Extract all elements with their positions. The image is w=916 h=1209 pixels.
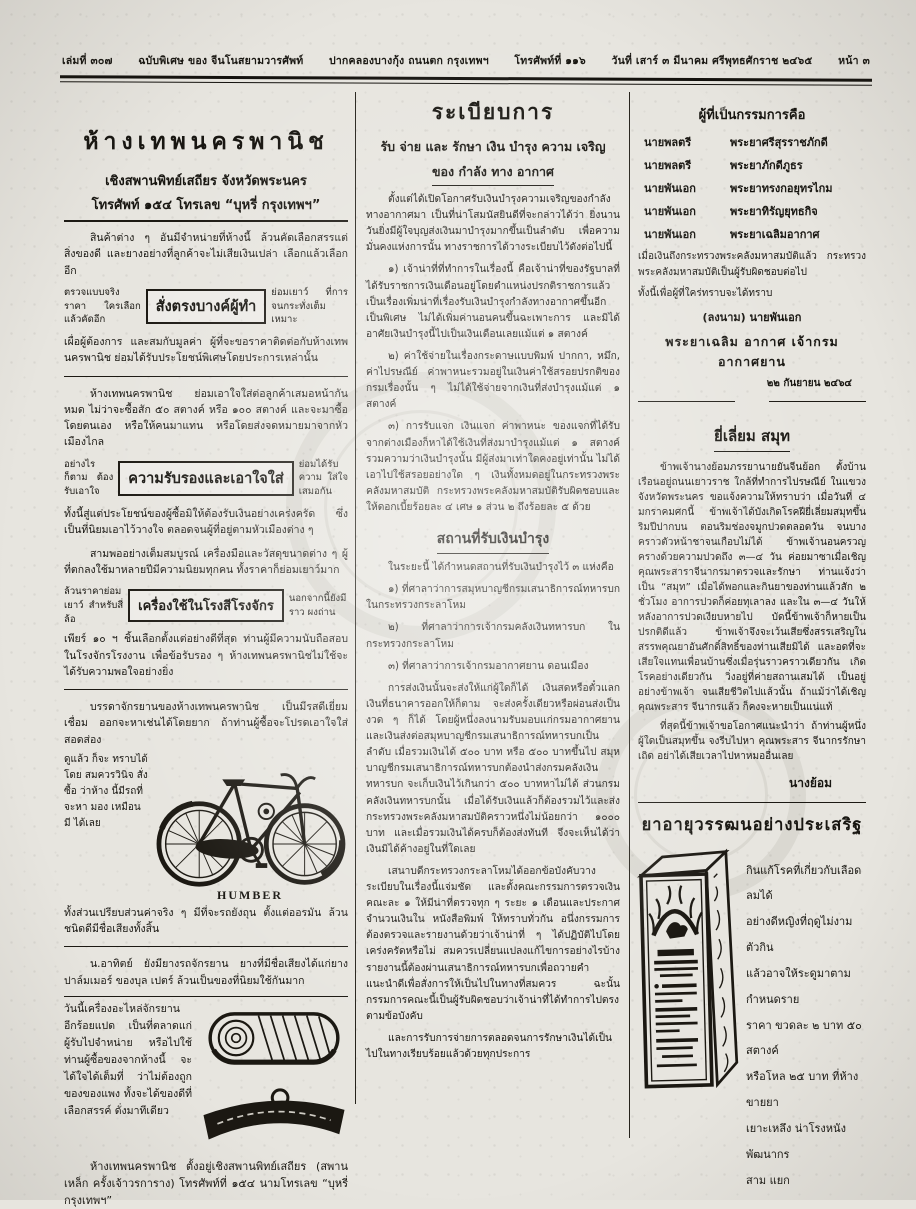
tire-roll-illustration xyxy=(205,1005,343,1075)
signature-name: พระยาเฉลิม อากาศ เจ้ากรม อากาศยาน xyxy=(665,333,839,369)
box-side-text: ตรวจแบบจริงราคา ใครเลือกแล้วคัดอีก xyxy=(64,286,141,326)
box-side-text: ล้วนราคาย่อมเยาว์ สำหรับสี่ล้อ xyxy=(64,586,124,625)
testimonial-body: ที่สุดนี้ข้าพเจ้าขอโอกาศแนะนำว่า ถ้าท่านผู้หนึ่งผู้ใดเป็นสมุทขึ้น จงรีบไปหา คุณพระสาร จีนากรรักษาเถิด อย่าได้เสียเวลาไปหาหมออื่นเลย xyxy=(638,720,866,762)
bicycle-side-text: ดูแล้ว ก็จะ ทราบได้โดย สมควรวินิจ สั่งซื้อ ว่าห้าง นี้มีรถที่จะหา มอง เหมือน มี ได้เลย xyxy=(64,753,148,829)
medicine-ad-line: ราคา ขวดละ ๒ บาท ๕๐ สตางค์ xyxy=(746,1018,862,1058)
committee-row xyxy=(638,202,866,220)
section-divider xyxy=(64,689,348,690)
committee-name: พระยาทรงกอยุทรไกม xyxy=(730,182,833,195)
shop-ad-address: เชิงสพานพิทย์เสถียร จังหวัดพระนคร xyxy=(105,174,307,189)
committee-rank: นายพันเอก xyxy=(644,182,696,195)
medicine-ad-line: สาม แยก xyxy=(746,1173,790,1187)
committee-rank: นายพันเอก xyxy=(644,228,696,241)
middle-column xyxy=(366,96,620,1144)
bicycle-brand-caption: HUMBER xyxy=(217,887,283,902)
regulations-subtitle2: ของ กำลัง ทาง อากาศ xyxy=(432,162,554,186)
tire-side-text: วันนี้เครื่องอะไหล่จักรยานอีกร้อยแปด เป็นที่ตลาดแก่ผู้รับไปจำหน่าย หรือไปใช้ ท่านผู้ซื้อของจากห้างนี้ จะได้ใจได้เต็มที่ ว่าไม่ต้องถูกของของแพง ทั้งจะได้ของดีที่เลือกสรรค์ ดั่งมาทีเดียว xyxy=(64,1003,192,1117)
masthead-address: ปากคลองบางกุ้ง ถนนตก กรุงเทพฯ xyxy=(328,55,489,67)
committee-row xyxy=(638,179,866,197)
shop-ad-footer: ห้างเทพนครพานิช ตั้งอยู่เชิงสพานพิทย์เสถียร (สพานเหล็ก ครั้งเจ้าวรการาง) โทรศัพท์ที่ ๑๕๔ นามโทรเลข “บุหรี่ กรุงเทพฯ” xyxy=(64,1160,348,1208)
medicine-ad-line: แล้วอาจให้ระดูมาตามกำหนดราย xyxy=(746,966,851,1006)
medicine-ad-title: ยาอายุวรรฒนอย่างประเสริฐ xyxy=(641,814,863,834)
committee-name: พระยาเฉลิมอากาศ xyxy=(730,228,820,241)
section-divider xyxy=(638,401,866,402)
box-side-text: ย่อมได้รับความ ใส่ใจเสมอกัน xyxy=(298,458,349,498)
bicycle-paragraph: บรรดาจักรยานของห้างเทพนครพานิช เป็นมีรสดีเยี่ยมเชื่อม ออกจะหาเช่นได้โดยยาก ถ้าท่านผู้ซื้อจะโปรดเอาใจใส่สอดส่อง xyxy=(64,701,348,746)
medicine-box-illustration xyxy=(638,844,738,1194)
masthead-telephone: โทรศัพท์ที่ ๑๑๖ xyxy=(514,55,586,67)
regulations-subtitle: รับ จ่าย และ รักษา เงิน บำรุง ความ เจริญ xyxy=(380,139,606,154)
medicine-ad-line: อย่างดีหญิงที่ฤดูไม่งาม ตัวกิน xyxy=(746,915,853,955)
shop-ad-telephone: โทรศัพท์ ๑๕๔ โทรเลข “บุหรี่ กรุงเทพฯ” xyxy=(64,194,348,222)
shop-ad-paragraph: เพียร์ ๑๐ ฯ ชิ้นเลือกตั้งแต่อย่างดีที่สุด ท่านผู้มีความนับถือสอบในโรงจักรโรงงาน เพื่อข้อรับรอง ๆ ห้างเทพนครพานิชไม่ใช้จะได้รับความพอใจอย่างยิ่ง xyxy=(64,633,348,678)
regulations-paragraph: เสนาบดีกระทรวงกระลาโหมได้ออกข้อบังคับวางระเบียบในเรื่องนี้แจ่มชัด และตั้งคณะกรรมการตรวจเงินคณะละ ๑ ให้มีน่าที่ตรวจทุก ๆ ระยะ ๑ เดือนและประกาศจำนวนเงินใน หนังสือพิมพ์ ให้ทราบทั่วกัน อนึ่งกรรมการต้องตรวจและรายงานด้วยว่าเจ้าน่าที่ ๆ ได้ปฏิบัติไปโดยเคร่งครัดหรือไม่ สมควรเปลี่ยนแปลงแก้ไขการอย่างไรบ้าง รายงานนี้ต้องผ่านเสนาธิการณ์ทหารบกเพื่อถวายคำแนะนำดีเพื่อสั่งการให้เป็นไปในทางที่สมควร ฉะนั้นกรรมการคณะนี้เป็นผู้รับผิดชอบว่าเจ้าน่าที่ได้ทำการไปตรงตามข้อบังคับ xyxy=(366,865,620,1022)
section-divider xyxy=(64,946,348,947)
medicine-ad-line: เยาะเหลึง น่าโรงหนังพัฒนากร xyxy=(746,1121,846,1161)
committee-rank: นายพลตรี xyxy=(644,136,692,149)
section-divider xyxy=(64,996,348,997)
committee-row xyxy=(638,156,866,174)
column-divider-right xyxy=(629,92,630,1138)
regulations-headline: ระเบียบการ xyxy=(431,100,555,124)
donation-places-intro: ในระยะนี้ ได้กำหนดสถานที่รับเงินบำรุงไว้ ๓ แห่งคือ xyxy=(388,562,614,574)
regulations-item-2: ๒) ค่าใช้จ่ายในเรื่องกระดาษแบบพิมพ์ ปากกา, หมึก, ค่าไปรษณีย์ ค่าพาหนะรวมอยู่ในเงินค่าใช้สรอยปรกติของกรมเรื่องนั้น ๆ ไม่ได้ใช้จ่ายจากเงินที่ส่งบำรุงแม้แต่ ๑ สตางค์ xyxy=(366,350,620,411)
masthead-date: วันที่ เสาร์ ๓ มีนาคม ศรีพุทธศักราช ๒๔๖๕ xyxy=(611,55,813,67)
box-side-text: นอกจากนี้ยังมี ราว ผงถ่าน xyxy=(288,592,347,618)
machinery-box: เครื่องใช้ในโรงสีโรงจักร xyxy=(128,589,284,622)
regulations-item-3: ๓) การรับแจก เงินแจก ค่าพาหนะ ของแจกที่ได้รับจากต่างเมืองก็หาได้ใช้เงินที่ส่งมาบำรุงแม้แต่ ๑ สตางค์ รวมความว่าเงินบำรุงนั้น มีผู้ส่งมาเท่าใดคงอยู่เท่านั้น ไม่ได้เอาไปใช้สรอยอย่างใด ๆ เงินทั้งหมดอยู่ในกระทรวงพระคลังมหาสมบัติ กระทรวงพระคลังมหาสมบัติรับผิดชอบและให้ดอกเบี้ยร้อยละ ๔ เศษ ๑ ส่วน ๒ ถึงร้อยละ ๕ ด้วย xyxy=(366,421,620,513)
signature-date: ๒๒ กันยายน ๒๔๖๔ xyxy=(766,377,852,389)
section-divider xyxy=(64,376,348,377)
medicine-ad-text xyxy=(746,844,866,1194)
regulations-intro: ตั้งแต่ได้เปิดโอกาศรับเงินบำรุงความเจริญของกำลังทางอากาศมา เป็นที่น่าโสมนัสยินดีที่จะกล่าวได้ว่า ยิ่งนานวันยิ่งมีผู้ใจบุญส่งเงินมาบำรุงมากขึ้นเป็นลำดับ เพื่อความมั่นคงแห่งการนั้น ทางราชการได้วางระเบียบไว้ดังต่อไปนี้ xyxy=(366,194,620,254)
shop-ad-box-row xyxy=(64,585,348,626)
masthead-page-number: หน้า ๓ xyxy=(838,55,870,67)
medicine-ad-line: กินแก้โรคที่เกี่ยวกับเลือดลมได้ xyxy=(746,863,862,903)
shop-ad-box-row xyxy=(64,458,348,499)
guarantee-box: ความรับรองและเอาใจใส่ xyxy=(118,461,293,496)
tire-figure-row xyxy=(64,1001,348,1151)
left-column xyxy=(64,118,349,1208)
shop-ad-box-row xyxy=(64,286,348,327)
column-divider-left xyxy=(355,92,356,1104)
shop-ad-paragraph: ทั้งนี้สู่แต่ประโยชน์ของผู้ซื้อมิให้ต้องรับเงินอย่างเคร่งครัด ซึ่งเป็นที่นิยมเอาไว้วางใจ ตลอดจนผู้ที่อยู่ตามหัวเมืองต่าง ๆ xyxy=(64,507,348,537)
box-side-text: ย่อมเยาว์ ที่การ จนกระทั่งเต็มเหมาะ xyxy=(271,286,349,326)
donation-place-1: ๑) ที่ศาลาว่าการสมุหบาญชีกรมเสนาธิการณ์ทหารบก ในกระทรวงกระลาโหม xyxy=(366,584,620,612)
shop-ad-paragraph: สามพออย่างเต็มสมบูรณ์ เครื่องมือและวัสดุขนาดต่าง ๆ ผู้ที่ตกลงใช้มาหลายปีมีความนิยมทุกคน ทั้งราคาก็ย่อมเยาว์มาก xyxy=(64,547,348,576)
right-column xyxy=(638,104,866,1187)
donation-places-heading: สถานที่รับเงินบำรุง xyxy=(437,528,549,554)
committee-row xyxy=(638,225,866,243)
committee-row xyxy=(638,133,866,151)
testimonial-signature: นางย้อม xyxy=(789,775,832,790)
bicycle-illustration xyxy=(152,752,348,903)
signature-line: (ลงนาม) นายพันเอก xyxy=(702,310,802,324)
order-direct-box: สั่งตรงบางค์ผู้ทำ xyxy=(146,289,267,324)
regulations-paragraph: การส่งเงินนั้นจะส่งให้แก่ผู้ใดก็ได้ เงินสดหรือตั๋วแลกเงินที่ธนาคารออกให้ก็ตาม จะส่งครั้งเดียวหรือผ่อนส่งเป็นงวด ๆ ก็ได้ โดยผู้หนึ่งลงนามรับมอบแก่กรมอากาศยาน และเงินส่งต่อสมุหบาญชีกรมเสนาธิการณ์ทหารบกเป็นลำดับ เมื่อรวมเงินได้ ๕๐๐ บาท หรือ ๕๐๐ บาทขึ้นไป สมุหบาญชีกรมเสนาธิการณ์ทหารบกต้องนำส่งกรมคลังเงินทหารบก จะเก็บเงินไว้เกินกว่า ๕๐๐ บาทหาไม่ได้ ส่วนกรมคลังเงินทหารบกนั้น เมื่อได้รับเงินแล้วก็ต้องรวมไว้และส่งกระทรวงพระคลังมหาสมบัติคราวหนึ่งไม่น้อยกว่า ๑๐๐๐ บาท และเมื่อรวมเงินได้ครบก็ต้องส่งทันที จึงจะเห็นได้ว่าเงินมิได้ค้างอยู่ในที่ใดเลย xyxy=(366,682,620,855)
masthead-edition: ฉบับพิเศษ ของ จีนโนสยามวารศัพท์ xyxy=(138,55,304,67)
tire-section-illustration xyxy=(200,1085,348,1151)
committee-name: พระยาภักดีภูธร xyxy=(730,159,803,172)
committee-rank: นายพันเอก xyxy=(644,205,696,218)
shop-ad-paragraph: เผื่อผู้ต้องการ และสมกับมูลค่า ผู้ที่จะขอราคาติดต่อกับห้างเทพนครพานิช ย่อมได้รับประโยชน์พิเศษโดยประการเหล่านั้น xyxy=(64,336,348,365)
testimonial-body: ข้าพเจ้านางย้อมภรรยานายยันจีนย้อก ตั้งบ้านเรือนอยู่ถนนเยาวราช ใกล้ที่ทำการไปรษณีย์ ในแขวงจังหวัดพระนคร ขอแจ้งความให้ทราบว่า เมื่อวันที่ ๔ มกราคมศกนี้ ข้าพเจ้าได้บังเกิดโรคฝียี่เลี่ยมสมุทขึ้นริมปีปากบน ตอนริมช่องจมูกปวดตลอดวัน จนบางคราวตัวหน้าชาจนเกือบไม่ได้ ข้าพเจ้านอนครวญครางด้วยความปวดถึง ๓—๔ วัน ค่อยมาซาเมื่อเชิญคุณพระสาราจีนากรมาตรวจและรักษา ท่านแจ้งว่าเป็น “สมุท” เมื่อได้พอกและกินยาของท่านแล้วสัก ๒ ชั่วโมง อาการปวดก็ค่อยทุเลาลง และใน ๓—๔ วันให้หลังอาการปวดเงียบหายไป บัดนี้ข้าพเจ้าก็หายเป็นปรกติดีแล้ว ข้าพเจ้าจึงจะเว้นเสียซึ่งสรรเสริญในสรรพคุณยาอันศักดิ์สิทธิ์ของท่านเสียมิได้ และอดที่จะเสียใจแทนเพื่อนบ้านซึ่งเมื่อรุ่นราวคราวเดียวกัน เกิดโรคอย่างเดียวกัน วิ่งอยู่ที่ค่ายสถานเสมได้ เป็นอยู่อย่างข้าพเจ้า จนเสียชีวิตไปแล้วนั้น ถ้าแม้ว่าได้เชิญคุณพระสาร จีนากรแล้ว ก็คงจะหายเป็นแน่แท้ xyxy=(638,461,866,713)
bicycle-figure-row xyxy=(64,752,348,903)
medicine-ad xyxy=(638,844,866,1194)
donation-place-2: ๒) ที่ศาลาว่าการเจ้ากรมคลังเงินทหารบก ในกระทรวงกระลาโหม xyxy=(366,622,620,650)
section-divider xyxy=(638,802,866,803)
masthead-issue: เล่มที่ ๓๐๗ xyxy=(62,55,113,67)
shop-ad-paragraph: สินค้าต่าง ๆ อันมีจำหน่ายที่ห้างนี้ ล้วนคัดเลือกสรรแต่สิ่งของดี และยางอย่างที่ลูกค้าจะไม่เสียเงินเปล่า เลือกแล้วเลือกอีก xyxy=(64,232,348,277)
shop-ad-title: ห้างเทพนครพานิช xyxy=(83,129,329,155)
medicine-ad-line: หรือโหล ๒๕ บาท ที่ห้าง ขายยา xyxy=(746,1070,859,1110)
masthead-rule-thin xyxy=(60,81,872,86)
regulations-closing: และการรับการจ่ายการตลอดจนการรักษาเงินได้เป็นไปในทางเรียบร้อยแล้วด้วยทุกประการ xyxy=(366,1033,612,1061)
committee-name: พระยาศรีสุรราชภักดี xyxy=(730,136,828,149)
bicycle-paragraph: ทั้งส่วนเปรียบส่วนค่าจริง ๆ มีที่จะรถยังถุน ตั้งแต่ออรมัน ล้วนชนิดดีมีชื่อเสียงทั้งสิ้น xyxy=(64,906,348,936)
committee-note: เมื่อเงินถึงกระทรวงพระคลังมหาสมบัติแล้ว กระทรวงพระคลังมหาสมบัติเป็นผู้รับผิดชอบต่อไป xyxy=(638,251,866,278)
tire-figures xyxy=(200,1001,348,1151)
committee-heading: ผู้ที่เป็นกรรมการคือ xyxy=(698,108,806,123)
shop-ad-paragraph: ห้างเทพนครพานิช ย่อมเอาใจใส่ต่อลูกค้าเสมอหน้ากันหมด ไม่ว่าจะซื้อสัก ๕๐ สตางค์ หรือ ๑๐๐ สตางค์ และจะมาซื้อโดยตนเอง หรือให้คนมาแทน หรือโดยส่งจดหมายมาจากหัวเมืองไกล xyxy=(64,387,348,449)
committee-name: พระยาทิรัญยุทธกิจ xyxy=(730,205,818,218)
committee-note: ทั้งนี้เพื่อผู้ที่ใคร่ทราบจะได้ทราบ xyxy=(638,288,773,299)
tire-paragraph: น.อาทิตย์ ยังมียางรถจักรยาน ยางที่มีชื่อเสียงได้แก่ยางปาล์มเมอร์ ของบุล เปตร์ ล้วนเป็นของที่นิยมใช้กันมาก xyxy=(64,958,348,987)
masthead xyxy=(62,52,870,69)
donation-place-3: ๓) ที่ศาลาว่าการเจ้ากรมอากาศยาน ดอนเมือง xyxy=(388,660,589,672)
regulations-item-1: ๑) เจ้าน่าที่ที่ทำการในเรื่องนี้ คือเจ้าน่าที่ของรัฐบาลที่ได้รับราชการเงินเดือนอยู่โดยตำแหน่งปรกติราชการแล้ว เป็นเรื่องเพิ่มน่าที่เรื่องรับเงินบำรุงกำลังทางอากาศขึ้นอีกเป็นพิเศษ ไม่ได้เพิ่มค่านอนคนขึ้นฉะเพาะการ และมิได้อาศัยเงินบำรุงนี้ไปเป็นเงินเดือนเลยแม้แต่ ๑ สตางค์ xyxy=(366,264,620,340)
box-side-text: อย่างไรก็ตาม ต้องรับเอาใจ xyxy=(64,458,114,498)
testimonial-heading: ยี่เลี่ยม สมุท xyxy=(714,424,790,452)
committee-rank: นายพลตรี xyxy=(644,159,692,172)
